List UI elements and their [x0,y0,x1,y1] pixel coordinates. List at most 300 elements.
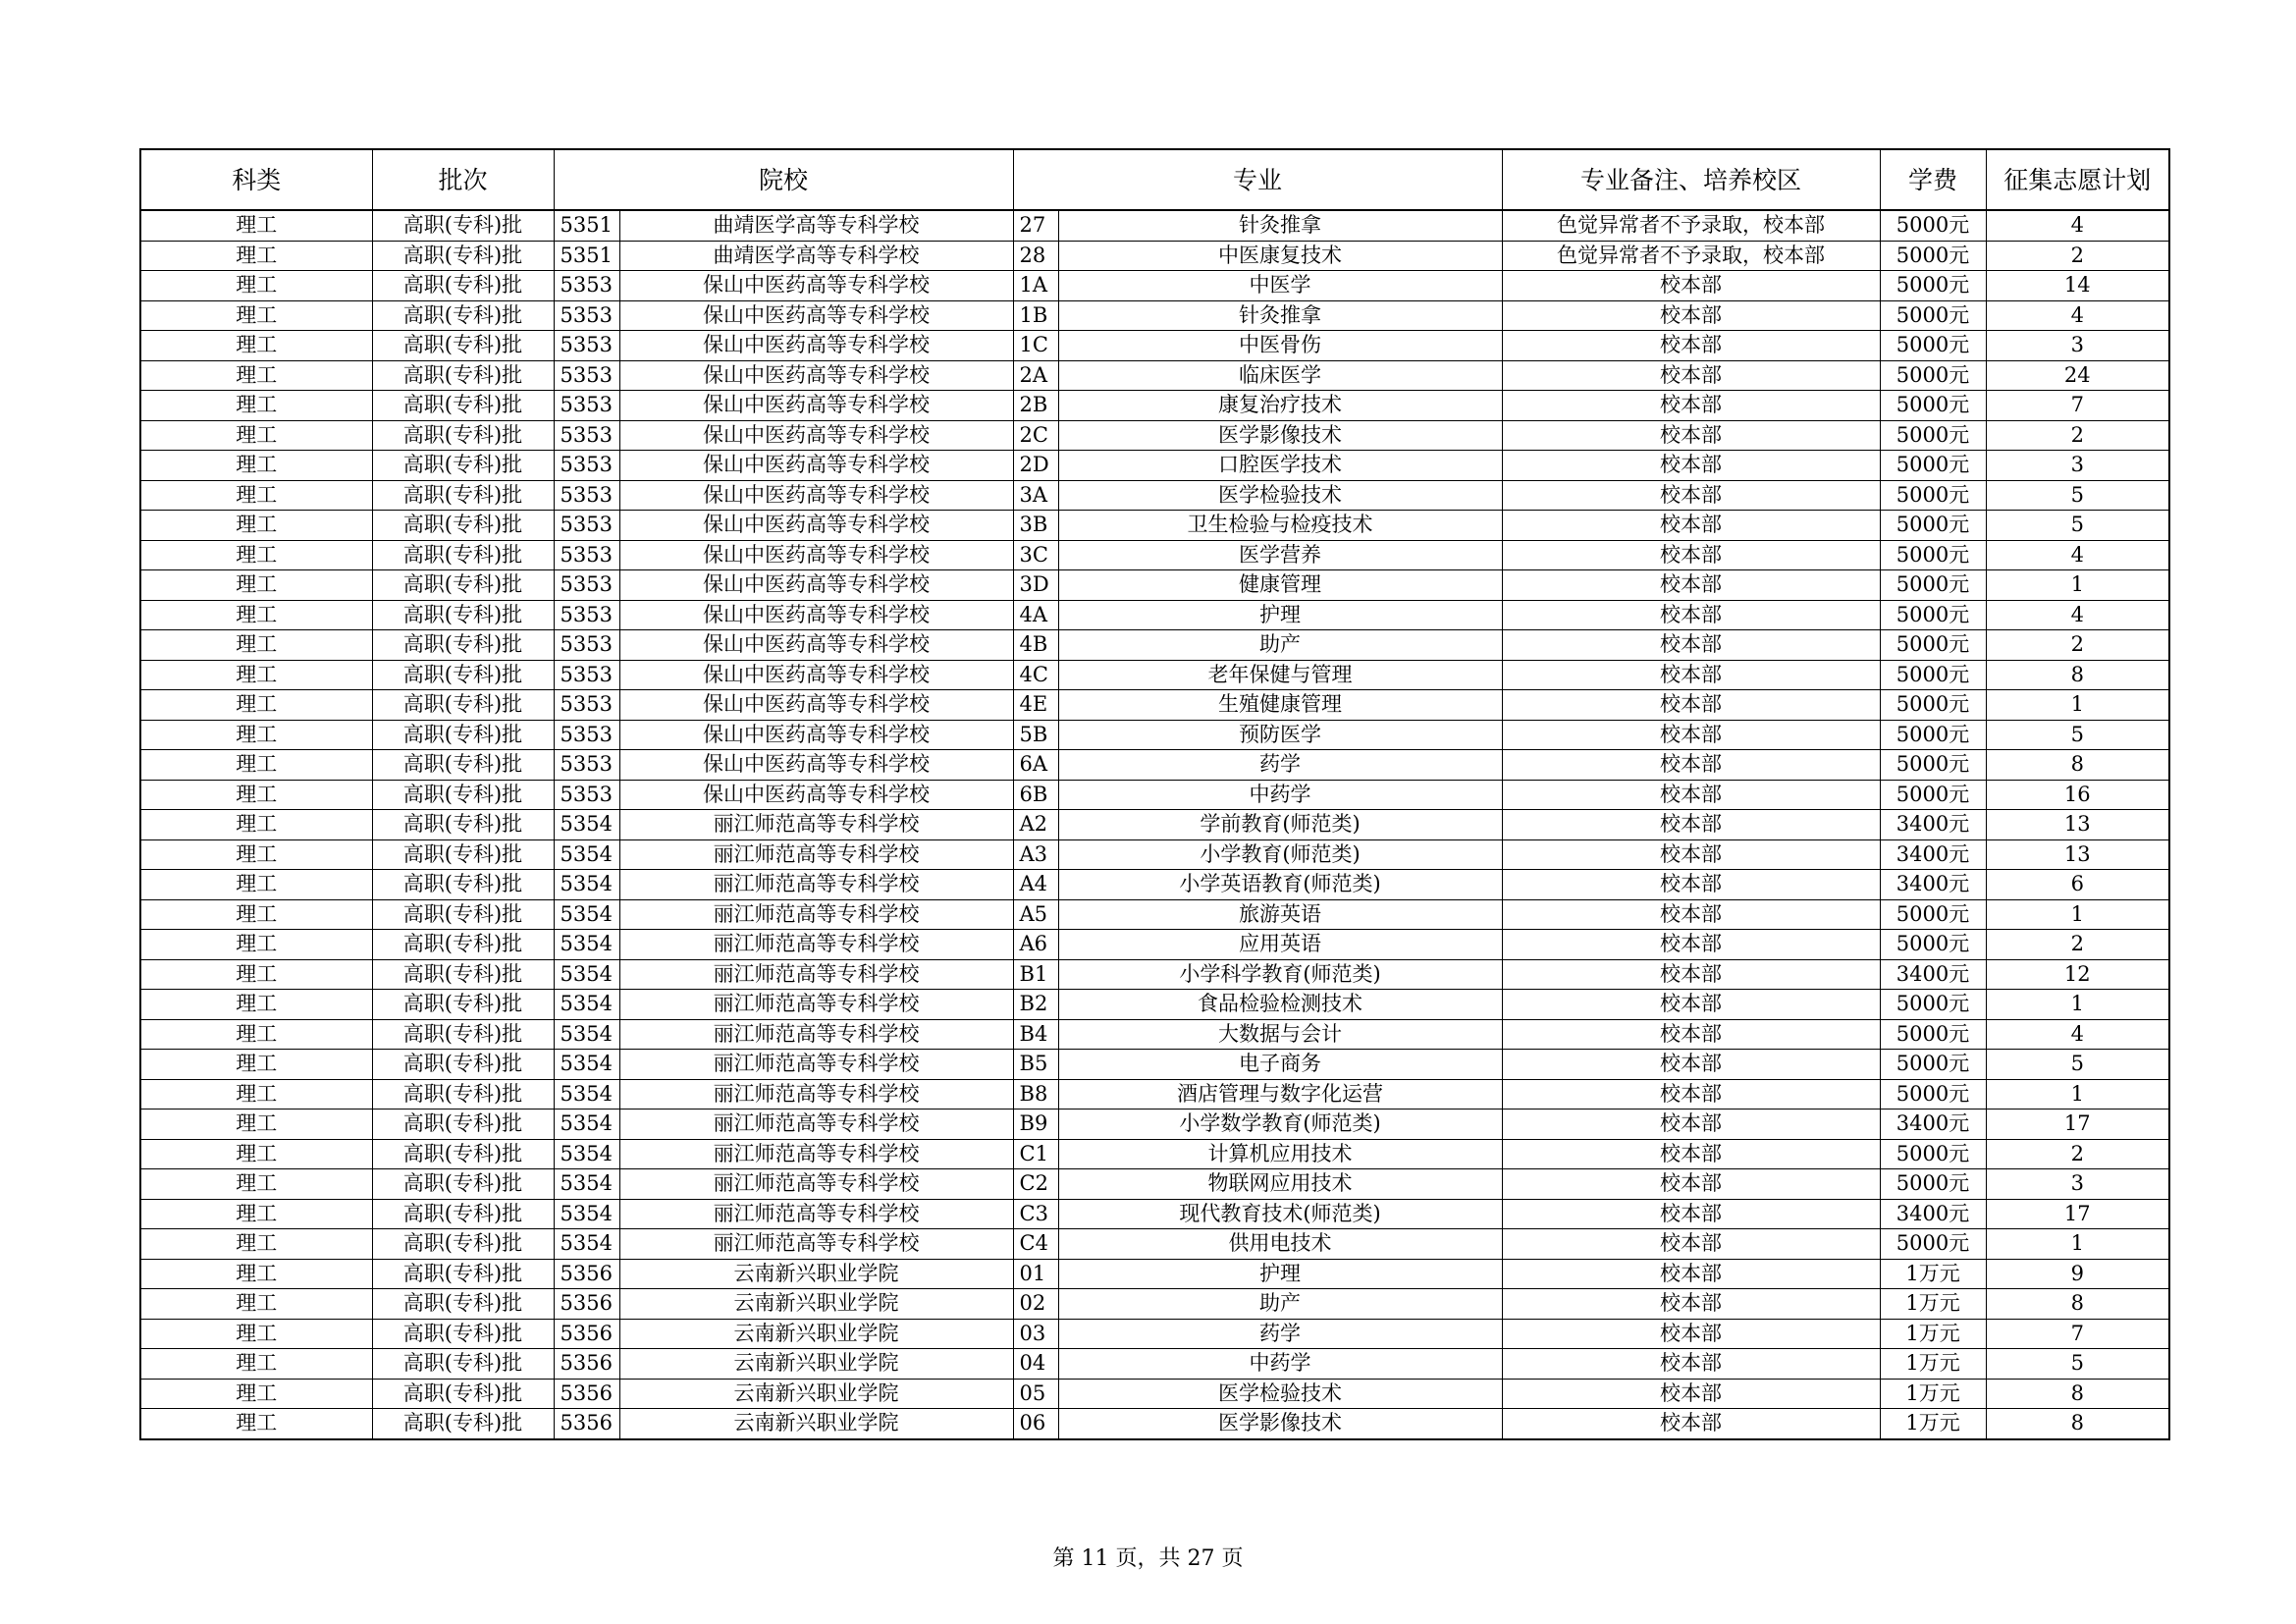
cell-fee: 5000元 [1880,391,1986,421]
cell-fee: 5000元 [1880,1050,1986,1080]
cell-school-code: 5354 [554,810,619,840]
cell-major: 康复治疗技术 [1058,391,1502,421]
cell-remark: 校本部 [1502,331,1880,361]
table-header-row [140,149,2169,210]
cell-category: 理工 [140,1019,372,1050]
cell-major: 中医康复技术 [1058,241,1502,271]
cell-school-code: 5353 [554,630,619,661]
cell-fee: 1万元 [1880,1259,1986,1289]
cell-school-code: 5353 [554,391,619,421]
cell-batch: 高职(专科)批 [372,1319,554,1349]
cell-school: 丽江师范高等专科学校 [619,959,1013,990]
cell-category: 理工 [140,1259,372,1289]
cell-major: 医学营养 [1058,540,1502,570]
cell-batch: 高职(专科)批 [372,1019,554,1050]
cell-plan: 4 [1986,210,2169,241]
cell-remark: 校本部 [1502,690,1880,721]
cell-fee: 1万元 [1880,1289,1986,1320]
cell-major: 旅游英语 [1058,899,1502,930]
cell-major-code: A5 [1013,899,1058,930]
cell-fee: 5000元 [1880,511,1986,541]
cell-batch: 高职(专科)批 [372,360,554,391]
cell-category: 理工 [140,720,372,750]
cell-batch: 高职(专科)批 [372,810,554,840]
cell-plan: 2 [1986,241,2169,271]
cell-major: 医学检验技术 [1058,480,1502,511]
cell-major: 小学科学教育(师范类) [1058,959,1502,990]
table-row [140,660,2169,690]
cell-school: 保山中医药高等专科学校 [619,780,1013,810]
cell-remark: 校本部 [1502,540,1880,570]
table-row [140,241,2169,271]
cell-remark: 校本部 [1502,1019,1880,1050]
cell-batch: 高职(专科)批 [372,451,554,481]
cell-school: 云南新兴职业学院 [619,1409,1013,1439]
cell-major: 预防医学 [1058,720,1502,750]
cell-batch: 高职(专科)批 [372,331,554,361]
table-row [140,540,2169,570]
cell-plan: 7 [1986,391,2169,421]
cell-remark: 校本部 [1502,630,1880,661]
cell-remark: 校本部 [1502,1169,1880,1200]
cell-school: 云南新兴职业学院 [619,1319,1013,1349]
cell-remark: 校本部 [1502,870,1880,900]
cell-major: 中医学 [1058,271,1502,301]
cell-fee: 3400元 [1880,839,1986,870]
cell-batch: 高职(专科)批 [372,600,554,630]
cell-category: 理工 [140,300,372,331]
cell-major: 助产 [1058,1289,1502,1320]
cell-major: 护理 [1058,1259,1502,1289]
table-row [140,391,2169,421]
cell-major-code: 1A [1013,271,1058,301]
cell-plan: 13 [1986,839,2169,870]
cell-batch: 高职(专科)批 [372,1079,554,1110]
cell-fee: 5000元 [1880,331,1986,361]
cell-category: 理工 [140,930,372,960]
table-row [140,1379,2169,1409]
cell-fee: 5000元 [1880,1079,1986,1110]
cell-category: 理工 [140,1229,372,1260]
cell-major: 医学检验技术 [1058,1379,1502,1409]
cell-remark: 校本部 [1502,1319,1880,1349]
cell-batch: 高职(专科)批 [372,690,554,721]
cell-fee: 5000元 [1880,420,1986,451]
cell-batch: 高职(专科)批 [372,271,554,301]
cell-major: 健康管理 [1058,570,1502,601]
table-row [140,1229,2169,1260]
table-row [140,750,2169,781]
cell-school: 云南新兴职业学院 [619,1349,1013,1380]
cell-plan: 5 [1986,1349,2169,1380]
header-plan: 征集志愿计划 [1986,149,2169,210]
cell-category: 理工 [140,899,372,930]
page-footer: 第 11 页，共 27 页 [1052,1546,1244,1571]
table-row [140,810,2169,840]
cell-major: 小学数学教育(师范类) [1058,1110,1502,1140]
cell-school-code: 5354 [554,1169,619,1200]
table-row [140,271,2169,301]
cell-plan: 2 [1986,1139,2169,1169]
cell-remark: 校本部 [1502,899,1880,930]
cell-remark: 校本部 [1502,271,1880,301]
cell-major-code: 1B [1013,300,1058,331]
cell-fee: 5000元 [1880,660,1986,690]
cell-fee: 5000元 [1880,570,1986,601]
cell-major-code: A4 [1013,870,1058,900]
cell-school: 保山中医药高等专科学校 [619,480,1013,511]
cell-remark: 校本部 [1502,750,1880,781]
table-row [140,420,2169,451]
cell-fee: 5000元 [1880,451,1986,481]
cell-school-code: 5353 [554,511,619,541]
cell-category: 理工 [140,839,372,870]
cell-school-code: 5353 [554,780,619,810]
cell-school-code: 5354 [554,899,619,930]
cell-plan: 24 [1986,360,2169,391]
table-row [140,959,2169,990]
cell-major-code: 2D [1013,451,1058,481]
cell-school-code: 5354 [554,839,619,870]
cell-major-code: 28 [1013,241,1058,271]
cell-major: 针灸推拿 [1058,300,1502,331]
cell-plan: 12 [1986,959,2169,990]
cell-major: 中药学 [1058,1349,1502,1380]
cell-batch: 高职(专科)批 [372,930,554,960]
cell-school-code: 5356 [554,1379,619,1409]
cell-plan: 5 [1986,720,2169,750]
cell-plan: 9 [1986,1259,2169,1289]
cell-plan: 7 [1986,1319,2169,1349]
cell-plan: 8 [1986,660,2169,690]
cell-category: 理工 [140,1379,372,1409]
cell-category: 理工 [140,331,372,361]
cell-major-code: 2C [1013,420,1058,451]
cell-category: 理工 [140,750,372,781]
cell-plan: 1 [1986,899,2169,930]
cell-plan: 14 [1986,271,2169,301]
cell-major: 药学 [1058,750,1502,781]
cell-remark: 校本部 [1502,990,1880,1020]
table-row [140,630,2169,661]
cell-remark: 校本部 [1502,511,1880,541]
cell-remark: 校本部 [1502,1379,1880,1409]
cell-school-code: 5356 [554,1289,619,1320]
cell-school: 保山中医药高等专科学校 [619,690,1013,721]
cell-fee: 3400元 [1880,959,1986,990]
cell-remark: 校本部 [1502,810,1880,840]
header-school: 院校 [554,149,1013,210]
cell-remark: 校本部 [1502,480,1880,511]
table-row [140,839,2169,870]
cell-category: 理工 [140,241,372,271]
cell-remark: 校本部 [1502,360,1880,391]
cell-major-code: 05 [1013,1379,1058,1409]
cell-batch: 高职(专科)批 [372,1050,554,1080]
cell-major-code: 3B [1013,511,1058,541]
cell-school: 保山中医药高等专科学校 [619,511,1013,541]
table-row [140,600,2169,630]
cell-plan: 5 [1986,1050,2169,1080]
header-remark: 专业备注、培养校区 [1502,149,1880,210]
cell-category: 理工 [140,780,372,810]
cell-major: 助产 [1058,630,1502,661]
cell-fee: 1万元 [1880,1379,1986,1409]
cell-school-code: 5351 [554,241,619,271]
cell-fee: 5000元 [1880,360,1986,391]
cell-category: 理工 [140,990,372,1020]
cell-major-code: C3 [1013,1199,1058,1229]
cell-school: 丽江师范高等专科学校 [619,1019,1013,1050]
cell-major-code: C4 [1013,1229,1058,1260]
cell-plan: 6 [1986,870,2169,900]
cell-major: 酒店管理与数字化运营 [1058,1079,1502,1110]
cell-batch: 高职(专科)批 [372,1169,554,1200]
cell-category: 理工 [140,271,372,301]
cell-plan: 4 [1986,300,2169,331]
cell-category: 理工 [140,420,372,451]
cell-category: 理工 [140,1079,372,1110]
cell-batch: 高职(专科)批 [372,420,554,451]
cell-fee: 5000元 [1880,690,1986,721]
cell-remark: 校本部 [1502,930,1880,960]
cell-plan: 1 [1986,570,2169,601]
cell-fee: 5000元 [1880,241,1986,271]
cell-major-code: 02 [1013,1289,1058,1320]
cell-major-code: 6A [1013,750,1058,781]
cell-school: 丽江师范高等专科学校 [619,1229,1013,1260]
cell-category: 理工 [140,1169,372,1200]
cell-school-code: 5354 [554,959,619,990]
cell-school-code: 5354 [554,1050,619,1080]
cell-fee: 5000元 [1880,1019,1986,1050]
cell-category: 理工 [140,810,372,840]
cell-school: 保山中医药高等专科学校 [619,660,1013,690]
cell-major-code: 4A [1013,600,1058,630]
cell-school: 丽江师范高等专科学校 [619,1110,1013,1140]
cell-remark: 校本部 [1502,391,1880,421]
cell-plan: 17 [1986,1110,2169,1140]
cell-batch: 高职(专科)批 [372,1379,554,1409]
cell-school: 保山中医药高等专科学校 [619,540,1013,570]
cell-fee: 5000元 [1880,600,1986,630]
cell-category: 理工 [140,1199,372,1229]
cell-fee: 5000元 [1880,630,1986,661]
cell-school: 曲靖医学高等专科学校 [619,241,1013,271]
cell-major: 中医骨伤 [1058,331,1502,361]
cell-school-code: 5351 [554,210,619,241]
cell-fee: 5000元 [1880,1229,1986,1260]
cell-major-code: A6 [1013,930,1058,960]
cell-batch: 高职(专科)批 [372,839,554,870]
cell-plan: 8 [1986,1289,2169,1320]
table-row [140,511,2169,541]
cell-major: 小学英语教育(师范类) [1058,870,1502,900]
cell-school: 曲靖医学高等专科学校 [619,210,1013,241]
cell-school: 保山中医药高等专科学校 [619,720,1013,750]
cell-major-code: 6B [1013,780,1058,810]
cell-school-code: 5354 [554,1139,619,1169]
cell-school: 云南新兴职业学院 [619,1259,1013,1289]
table-row [140,1349,2169,1380]
cell-category: 理工 [140,540,372,570]
cell-remark: 校本部 [1502,1079,1880,1110]
cell-school-code: 5353 [554,300,619,331]
cell-major-code: C2 [1013,1169,1058,1200]
cell-remark: 校本部 [1502,1409,1880,1439]
cell-batch: 高职(专科)批 [372,720,554,750]
cell-fee: 3400元 [1880,1110,1986,1140]
cell-batch: 高职(专科)批 [372,540,554,570]
cell-batch: 高职(专科)批 [372,210,554,241]
cell-batch: 高职(专科)批 [372,750,554,781]
cell-major-code: 3C [1013,540,1058,570]
cell-major: 物联网应用技术 [1058,1169,1502,1200]
cell-category: 理工 [140,870,372,900]
cell-school-code: 5354 [554,1079,619,1110]
header-major: 专业 [1013,149,1502,210]
cell-major: 应用英语 [1058,930,1502,960]
cell-major: 食品检验检测技术 [1058,990,1502,1020]
cell-major: 老年保健与管理 [1058,660,1502,690]
cell-batch: 高职(专科)批 [372,1199,554,1229]
cell-fee: 5000元 [1880,720,1986,750]
cell-remark: 校本部 [1502,780,1880,810]
cell-remark: 校本部 [1502,570,1880,601]
cell-plan: 17 [1986,1199,2169,1229]
cell-school: 丽江师范高等专科学校 [619,990,1013,1020]
cell-batch: 高职(专科)批 [372,511,554,541]
cell-category: 理工 [140,660,372,690]
cell-school-code: 5353 [554,600,619,630]
cell-remark: 校本部 [1502,1229,1880,1260]
cell-major-code: 1C [1013,331,1058,361]
cell-category: 理工 [140,570,372,601]
cell-plan: 16 [1986,780,2169,810]
cell-school-code: 5353 [554,360,619,391]
cell-major: 针灸推拿 [1058,210,1502,241]
cell-school: 丽江师范高等专科学校 [619,870,1013,900]
cell-category: 理工 [140,630,372,661]
cell-school: 保山中医药高等专科学校 [619,331,1013,361]
cell-school-code: 5354 [554,930,619,960]
cell-major: 电子商务 [1058,1050,1502,1080]
cell-fee: 5000元 [1880,899,1986,930]
cell-school-code: 5353 [554,690,619,721]
cell-fee: 5000元 [1880,480,1986,511]
cell-major-code: 01 [1013,1259,1058,1289]
cell-fee: 5000元 [1880,1139,1986,1169]
cell-fee: 5000元 [1880,271,1986,301]
table-row [140,300,2169,331]
cell-category: 理工 [140,690,372,721]
cell-fee: 3400元 [1880,810,1986,840]
cell-plan: 4 [1986,1019,2169,1050]
cell-category: 理工 [140,451,372,481]
cell-school: 云南新兴职业学院 [619,1289,1013,1320]
cell-school: 保山中医药高等专科学校 [619,271,1013,301]
cell-school-code: 5353 [554,720,619,750]
cell-plan: 4 [1986,600,2169,630]
cell-fee: 5000元 [1880,990,1986,1020]
cell-school-code: 5356 [554,1409,619,1439]
cell-major-code: A3 [1013,839,1058,870]
cell-school-code: 5354 [554,1199,619,1229]
cell-major: 口腔医学技术 [1058,451,1502,481]
cell-batch: 高职(专科)批 [372,990,554,1020]
cell-batch: 高职(专科)批 [372,1349,554,1380]
cell-school: 丽江师范高等专科学校 [619,1199,1013,1229]
cell-batch: 高职(专科)批 [372,1409,554,1439]
cell-major-code: 27 [1013,210,1058,241]
cell-major-code: 04 [1013,1349,1058,1380]
cell-major: 药学 [1058,1319,1502,1349]
cell-major: 大数据与会计 [1058,1019,1502,1050]
table-row [140,451,2169,481]
cell-category: 理工 [140,1409,372,1439]
cell-category: 理工 [140,360,372,391]
cell-fee: 5000元 [1880,780,1986,810]
cell-major: 小学教育(师范类) [1058,839,1502,870]
cell-fee: 5000元 [1880,930,1986,960]
cell-school-code: 5354 [554,870,619,900]
cell-remark: 校本部 [1502,1199,1880,1229]
cell-batch: 高职(专科)批 [372,300,554,331]
table-row [140,1289,2169,1320]
cell-major: 临床医学 [1058,360,1502,391]
cell-school-code: 5353 [554,570,619,601]
table-row [140,690,2169,721]
header-category: 科类 [140,149,372,210]
cell-fee: 1万元 [1880,1349,1986,1380]
cell-category: 理工 [140,480,372,511]
cell-category: 理工 [140,959,372,990]
header-fee: 学费 [1880,149,1986,210]
cell-major: 医学影像技术 [1058,1409,1502,1439]
cell-batch: 高职(专科)批 [372,899,554,930]
cell-school-code: 5356 [554,1349,619,1380]
cell-category: 理工 [140,1349,372,1380]
cell-school: 丽江师范高等专科学校 [619,899,1013,930]
cell-remark: 校本部 [1502,720,1880,750]
table-row [140,899,2169,930]
table-row [140,1199,2169,1229]
cell-batch: 高职(专科)批 [372,570,554,601]
cell-remark: 校本部 [1502,1259,1880,1289]
cell-fee: 5000元 [1880,750,1986,781]
cell-major-code: C1 [1013,1139,1058,1169]
cell-batch: 高职(专科)批 [372,660,554,690]
table-row [140,1019,2169,1050]
cell-major-code: 3D [1013,570,1058,601]
cell-plan: 3 [1986,1169,2169,1200]
table-row [140,480,2169,511]
cell-school-code: 5353 [554,660,619,690]
cell-major-code: B1 [1013,959,1058,990]
table-row [140,360,2169,391]
cell-school: 保山中医药高等专科学校 [619,391,1013,421]
table-row [140,210,2169,241]
cell-school-code: 5356 [554,1259,619,1289]
cell-category: 理工 [140,1139,372,1169]
cell-school: 丽江师范高等专科学校 [619,930,1013,960]
cell-fee: 1万元 [1880,1409,1986,1439]
cell-school-code: 5356 [554,1319,619,1349]
table-row [140,930,2169,960]
cell-plan: 3 [1986,331,2169,361]
cell-batch: 高职(专科)批 [372,1110,554,1140]
cell-batch: 高职(专科)批 [372,1259,554,1289]
